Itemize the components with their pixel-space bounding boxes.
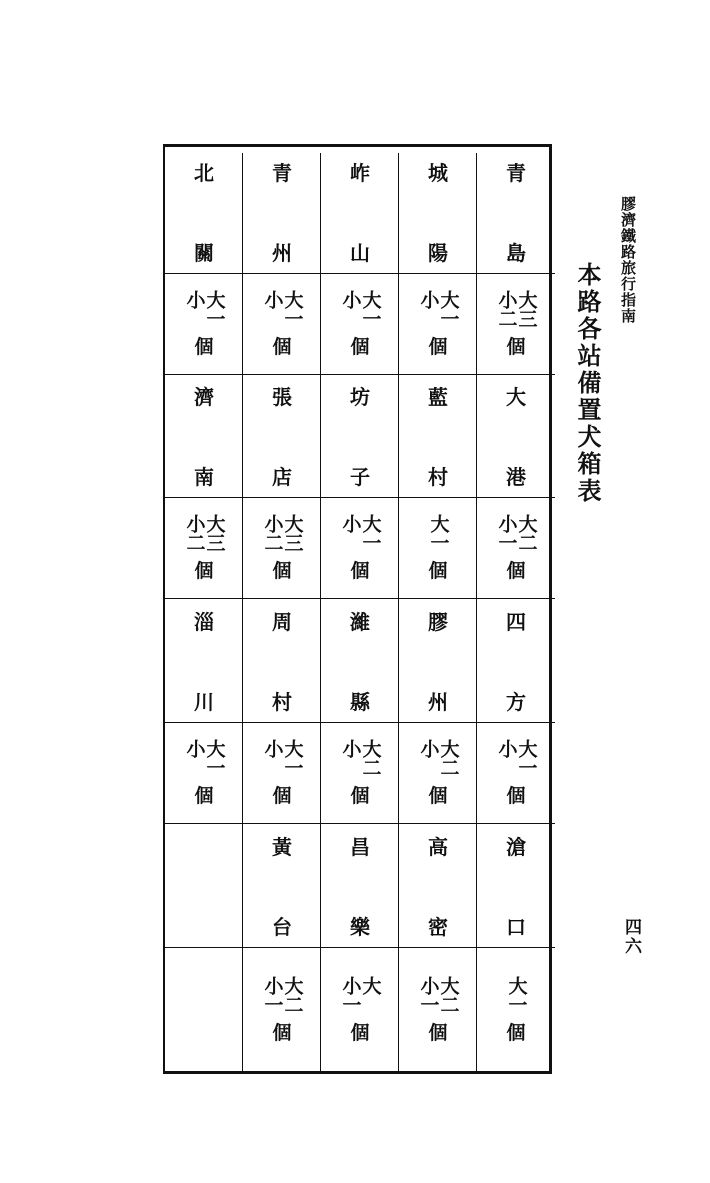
small-count: 小一 bbox=[417, 975, 440, 1014]
row-divider bbox=[477, 598, 555, 599]
small-count: 小 bbox=[495, 738, 518, 758]
row-divider bbox=[477, 374, 555, 375]
small-count: 小 bbox=[183, 289, 206, 309]
unit-label: 個 bbox=[194, 784, 214, 807]
size-counts bbox=[341, 976, 380, 1014]
box-count bbox=[477, 497, 555, 598]
station-char: 周 bbox=[272, 610, 292, 634]
size-counts bbox=[507, 976, 526, 1014]
row-divider bbox=[399, 374, 477, 375]
large-count: 大二 bbox=[437, 738, 460, 777]
station-char: 陽 bbox=[428, 241, 448, 265]
size-counts bbox=[185, 514, 224, 552]
dog-box-table bbox=[163, 144, 552, 1074]
station-char: 川 bbox=[194, 690, 214, 714]
large-count: 大一 bbox=[281, 738, 304, 777]
unit-label: 個 bbox=[350, 784, 370, 807]
box-count bbox=[243, 497, 321, 598]
box-count bbox=[477, 722, 555, 823]
station-name bbox=[243, 377, 321, 497]
small-count: 小 bbox=[417, 289, 440, 309]
unit-label: 個 bbox=[428, 784, 448, 807]
box-count bbox=[165, 273, 243, 374]
unit-label: 個 bbox=[272, 1021, 292, 1044]
station-char: 大 bbox=[506, 385, 526, 409]
row-divider bbox=[165, 823, 243, 824]
size-counts bbox=[429, 514, 448, 552]
unit-label: 個 bbox=[350, 1021, 370, 1044]
unit-label: 個 bbox=[194, 335, 214, 358]
box-count bbox=[243, 947, 321, 1072]
size-counts bbox=[185, 739, 224, 777]
station-char: 青 bbox=[272, 161, 292, 185]
small-count: 小 bbox=[339, 738, 362, 758]
small-count: 小二 bbox=[495, 289, 518, 328]
station-char: 台 bbox=[272, 915, 292, 939]
row-divider bbox=[399, 598, 477, 599]
station-char: 高 bbox=[428, 835, 448, 859]
box-count bbox=[243, 722, 321, 823]
row-divider bbox=[399, 823, 477, 824]
size-counts bbox=[419, 739, 458, 777]
station-char: 昌 bbox=[350, 835, 370, 859]
station-char: 關 bbox=[194, 241, 214, 265]
station-char: 州 bbox=[272, 241, 292, 265]
large-count: 大一 bbox=[203, 289, 226, 328]
station-name bbox=[399, 602, 477, 722]
station-char: 方 bbox=[506, 690, 526, 714]
station-char: 北 bbox=[194, 161, 214, 185]
small-count: 小一 bbox=[339, 975, 362, 1014]
box-count bbox=[165, 722, 243, 823]
box-count bbox=[243, 273, 321, 374]
station-char: 州 bbox=[428, 690, 448, 714]
station-name bbox=[321, 153, 399, 273]
size-counts bbox=[497, 739, 536, 777]
large-count: 大一 bbox=[359, 289, 382, 328]
small-count: 小一 bbox=[261, 975, 284, 1014]
size-counts bbox=[263, 976, 302, 1014]
size-counts bbox=[341, 514, 380, 552]
station-char: 黃 bbox=[272, 835, 292, 859]
box-count bbox=[321, 722, 399, 823]
box-count bbox=[399, 722, 477, 823]
size-counts bbox=[263, 290, 302, 328]
station-char: 島 bbox=[506, 241, 526, 265]
small-count: 小二 bbox=[183, 513, 206, 552]
unit-label: 個 bbox=[506, 335, 526, 358]
unit-label: 個 bbox=[506, 559, 526, 582]
box-count bbox=[399, 947, 477, 1072]
station-char: 村 bbox=[428, 465, 448, 489]
size-counts bbox=[497, 514, 536, 552]
box-count bbox=[399, 497, 477, 598]
station-char: 濰 bbox=[350, 610, 370, 634]
station-char: 店 bbox=[272, 465, 292, 489]
unit-label: 個 bbox=[350, 559, 370, 582]
station-name bbox=[477, 827, 555, 947]
station-char: 密 bbox=[428, 915, 448, 939]
station-name bbox=[321, 827, 399, 947]
small-count: 小 bbox=[261, 289, 284, 309]
station-char: 張 bbox=[272, 385, 292, 409]
unit-label: 個 bbox=[194, 559, 214, 582]
station-char: 藍 bbox=[428, 385, 448, 409]
station-char: 港 bbox=[506, 465, 526, 489]
unit-label: 個 bbox=[506, 1021, 526, 1044]
station-name bbox=[165, 377, 243, 497]
large-count: 大二 bbox=[437, 975, 460, 1014]
row-divider bbox=[243, 598, 321, 599]
large-count: 大二 bbox=[359, 738, 382, 777]
station-char: 城 bbox=[428, 161, 448, 185]
row-divider bbox=[165, 374, 243, 375]
large-count: 大一 bbox=[437, 289, 460, 328]
unit-label: 個 bbox=[428, 335, 448, 358]
size-counts bbox=[341, 739, 380, 777]
row-divider bbox=[321, 823, 399, 824]
station-char: 濟 bbox=[194, 385, 214, 409]
row-divider bbox=[243, 823, 321, 824]
size-counts bbox=[263, 739, 302, 777]
page-number: 四六 bbox=[621, 918, 641, 956]
small-count: 小 bbox=[417, 738, 440, 758]
small-count: 小 bbox=[183, 738, 206, 758]
large-count: 大三 bbox=[203, 513, 226, 552]
row-divider bbox=[165, 947, 243, 948]
large-count: 大一 bbox=[505, 975, 528, 1014]
size-counts bbox=[497, 290, 536, 328]
station-char: 口 bbox=[506, 915, 526, 939]
station-name bbox=[477, 377, 555, 497]
station-char: 淄 bbox=[194, 610, 214, 634]
station-char: 村 bbox=[272, 690, 292, 714]
station-char: 南 bbox=[194, 465, 214, 489]
size-counts bbox=[263, 514, 302, 552]
row-divider bbox=[243, 374, 321, 375]
box-count bbox=[477, 273, 555, 374]
station-char: 岞 bbox=[350, 161, 370, 185]
station-name bbox=[321, 377, 399, 497]
station-name bbox=[165, 602, 243, 722]
unit-label: 個 bbox=[272, 559, 292, 582]
station-char: 山 bbox=[350, 241, 370, 265]
station-name bbox=[399, 377, 477, 497]
small-count: 小二 bbox=[261, 513, 284, 552]
large-count: 大一 bbox=[427, 513, 450, 552]
row-divider bbox=[165, 598, 243, 599]
station-name bbox=[321, 602, 399, 722]
unit-label: 個 bbox=[350, 335, 370, 358]
box-count bbox=[321, 497, 399, 598]
small-count: 小一 bbox=[495, 513, 518, 552]
box-count bbox=[165, 497, 243, 598]
unit-label: 個 bbox=[272, 784, 292, 807]
large-count: 大二 bbox=[281, 975, 304, 1014]
box-count bbox=[321, 947, 399, 1072]
small-count: 小 bbox=[339, 289, 362, 309]
row-divider bbox=[321, 598, 399, 599]
station-char: 坊 bbox=[350, 385, 370, 409]
table-title: 本路各站備置犬箱表 bbox=[573, 262, 602, 505]
unit-label: 個 bbox=[428, 559, 448, 582]
station-char: 滄 bbox=[506, 835, 526, 859]
size-counts bbox=[185, 290, 224, 328]
size-counts bbox=[341, 290, 380, 328]
station-name bbox=[243, 827, 321, 947]
station-char: 樂 bbox=[350, 915, 370, 939]
station-name bbox=[243, 153, 321, 273]
small-count: 小 bbox=[261, 738, 284, 758]
station-name bbox=[165, 153, 243, 273]
large-count: 大一 bbox=[281, 289, 304, 328]
row-divider bbox=[477, 823, 555, 824]
box-count bbox=[477, 947, 555, 1072]
large-count: 大二 bbox=[515, 513, 538, 552]
row-divider bbox=[321, 374, 399, 375]
station-name bbox=[477, 602, 555, 722]
station-char: 縣 bbox=[350, 690, 370, 714]
station-char: 四 bbox=[506, 610, 526, 634]
box-count bbox=[321, 273, 399, 374]
station-name bbox=[477, 153, 555, 273]
size-counts bbox=[419, 290, 458, 328]
large-count: 大三 bbox=[281, 513, 304, 552]
station-char: 子 bbox=[350, 465, 370, 489]
unit-label: 個 bbox=[506, 784, 526, 807]
small-count: 小 bbox=[339, 513, 362, 533]
station-name bbox=[399, 827, 477, 947]
station-name bbox=[399, 153, 477, 273]
large-count: 大一 bbox=[515, 738, 538, 777]
large-count: 大三 bbox=[515, 289, 538, 328]
station-char: 膠 bbox=[428, 610, 448, 634]
box-count bbox=[399, 273, 477, 374]
station-name bbox=[243, 602, 321, 722]
unit-label: 個 bbox=[272, 335, 292, 358]
large-count: 大 bbox=[359, 975, 382, 995]
large-count: 大一 bbox=[359, 513, 382, 552]
unit-label: 個 bbox=[428, 1021, 448, 1044]
size-counts bbox=[419, 976, 458, 1014]
station-char: 青 bbox=[506, 161, 526, 185]
large-count: 大一 bbox=[203, 738, 226, 777]
running-head: 膠濟鐵路旅行指南 bbox=[619, 196, 637, 324]
